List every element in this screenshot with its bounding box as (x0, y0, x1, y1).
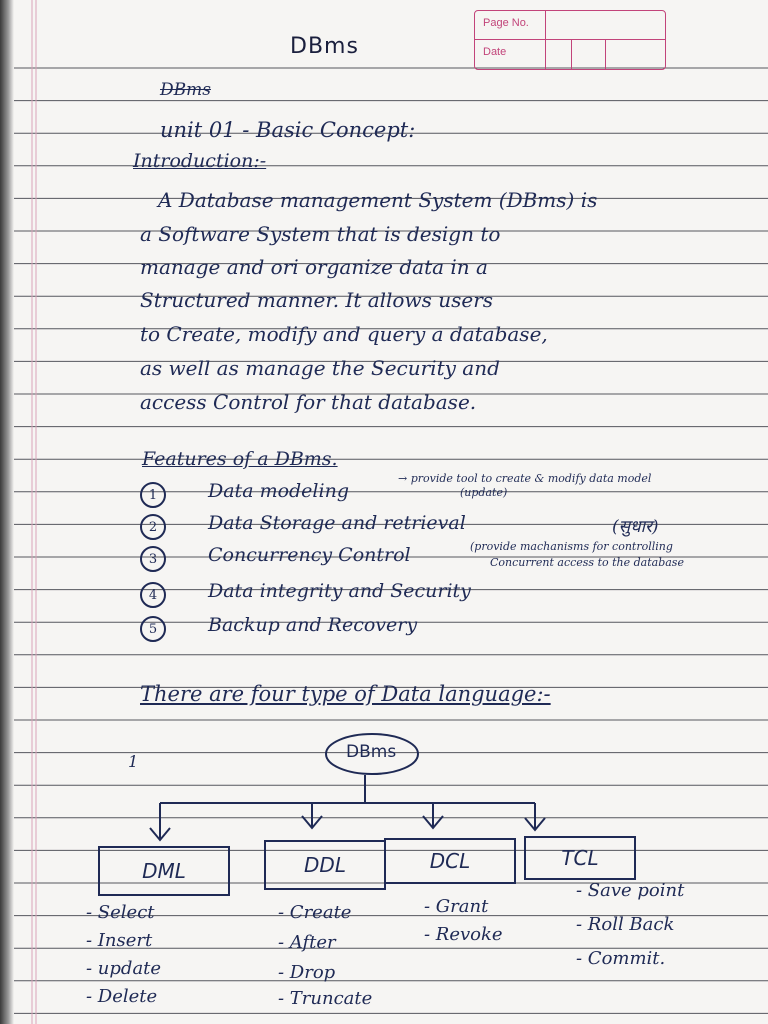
feature-text: Data Storage and retrieval (208, 512, 466, 534)
features-heading: Features of a DBms. (142, 448, 338, 470)
date-label: Date (483, 46, 507, 58)
language-box-dml: DML (98, 846, 230, 896)
unit-heading: unit 01 - Basic Concept: (160, 118, 416, 142)
intro-line: as well as manage the Security and (140, 356, 500, 380)
language-command: - Grant (424, 896, 489, 917)
feature-note-continued: (update) (460, 486, 508, 499)
feature-number: 4 (140, 582, 166, 608)
feature-note: → provide tool to create & modify data model (398, 472, 652, 485)
introduction-heading: Introduction:- (133, 150, 267, 172)
feature-note: (सुधार) (612, 517, 659, 537)
feature-text: Data modeling (208, 480, 349, 502)
language-box-dcl: DCL (384, 838, 516, 884)
arrow-dcl (423, 803, 443, 828)
feature-text: Concurrency Control (208, 544, 411, 566)
feature-number: 1 (140, 482, 166, 508)
intro-line: a Software System that is design to (140, 222, 501, 246)
language-command: - Truncate (278, 988, 373, 1009)
struck-title: DBms (160, 80, 211, 100)
arrow-dml (150, 803, 170, 840)
feature-number: 5 (140, 616, 166, 642)
feature-number: 2 (140, 514, 166, 540)
language-command: - Roll Back (576, 914, 675, 935)
intro-line: access Control for that database. (140, 390, 477, 414)
intro-line: A Database management System (DBms) is (158, 188, 598, 212)
language-command: - Save point (576, 880, 685, 901)
arrow-tcl (525, 803, 545, 830)
arrow-ddl (302, 803, 322, 828)
language-command: - Insert (86, 930, 153, 951)
feature-note: (provide machanisms for controlling (470, 540, 673, 553)
language-box-tcl: TCL (524, 836, 636, 880)
tree-root-label: DBms (346, 742, 397, 762)
languages-heading: There are four type of Data language:- (140, 682, 551, 706)
feature-number: 3 (140, 546, 166, 572)
margin-mark: 1 (128, 752, 139, 771)
page-title: DBms (290, 34, 359, 59)
language-command: - Create (278, 902, 352, 923)
page-no-label: Page No. (483, 17, 529, 29)
feature-note-continued: Concurrent access to the database (490, 556, 684, 569)
feature-text: Data integrity and Security (208, 580, 471, 602)
language-command: - Delete (86, 986, 158, 1007)
language-command: - Commit. (576, 948, 666, 969)
intro-line: to Create, modify and query a database, (140, 322, 548, 346)
language-command: - Revoke (424, 924, 503, 945)
language-command: - After (278, 932, 336, 953)
intro-line: Structured manner. It allows users (140, 288, 494, 312)
feature-text: Backup and Recovery (208, 614, 418, 636)
language-command: - Drop (278, 962, 336, 983)
intro-line: manage and ori organize data in a (140, 255, 488, 279)
language-box-ddl: DDL (264, 840, 386, 890)
language-command: - update (86, 958, 162, 979)
language-command: - Select (86, 902, 155, 923)
